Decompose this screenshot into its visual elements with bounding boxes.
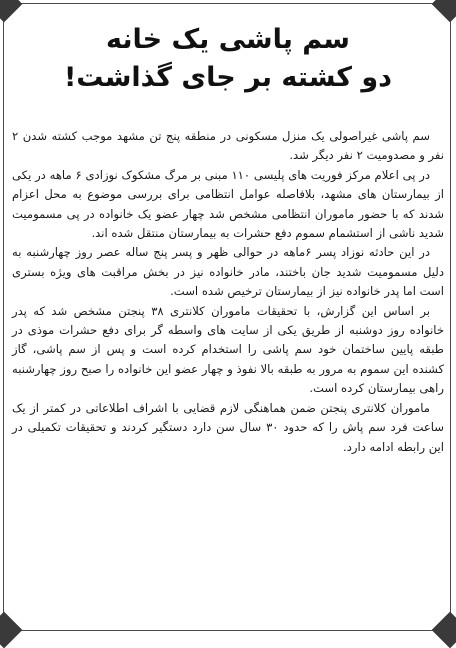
corner-ornament-top-left bbox=[0, 0, 22, 22]
headline-line-2: دو کشته بر جای گذاشت! bbox=[63, 62, 393, 93]
paragraph-5: ماموران کلانتری پنجتن ضمن هماهنگی لازم قضایی با اشراف اطلاعاتی در کمتر از یک ساعت فرد سم پاش را که حدود ۳۰ سال سن دارد دستگیر کردند و تحقیقات تکمیلی در این رابطه ادامه دارد. bbox=[12, 400, 444, 454]
paragraph-1: سم پاشی غیراصولی یک منزل مسکونی در منطقه پنج تن مشهد موجب کشته شدن ۲ نفر و مصدومیت ۲ نفر دیگر شد. bbox=[12, 129, 444, 163]
article-body bbox=[12, 127, 444, 457]
paragraph-2: در پی اعلام مرکز فوریت های پلیسی ۱۱۰ مبنی بر مرگ مشکوک نوزادی ۶ ماهه در یکی از بیمارستان های مشهد، بلافاصله عوامل انتظامی برای بررسی موضوع به محل اعزام شدند که با حضور ماموران انتظامی مشخص شد چهار عضو یک خانواده در پی مسمومیت شدید ناشی از استشمام سموم دفع حشرات به بیمارستان منتقل شده اند. bbox=[12, 167, 444, 241]
paragraph-3: در این حادثه نوزاد پسر ۶ماهه در حوالی ظهر و پسر پنج ساله عصر روز چهارشنبه به دلیل مسمومیت شدید جان باختند، مادر خانواده نیز در بخش مراقبت های ویژه بستری است اما پدر خانواده نیز از بیمارستان ترخیص شده است. bbox=[12, 245, 444, 299]
headline-line-1: سم پاشی یک خانه bbox=[106, 24, 350, 55]
paragraph-4: بر اساس این گزارش، با تحقیقات ماموران کلانتری ۳۸ پنجتن مشخص شد که پدر خانواده روز دوشنبه از طریق یکی از سایت های واسطه گر برای دفع حشرات موذی در طبقه پایین ساختمان خود سم پاشی را استخدام کرده است و پس از سم پاشی، گاز کشنده این سموم به مرور به طبقه بالا نفوذ و چهار عضو این خانواده را صبح روز چهارشنبه راهی بیمارستان کرده است. bbox=[12, 303, 444, 396]
corner-ornament-bottom-right bbox=[432, 612, 456, 648]
corner-ornament-bottom-left bbox=[0, 612, 22, 648]
corner-ornament-top-right bbox=[432, 0, 456, 22]
